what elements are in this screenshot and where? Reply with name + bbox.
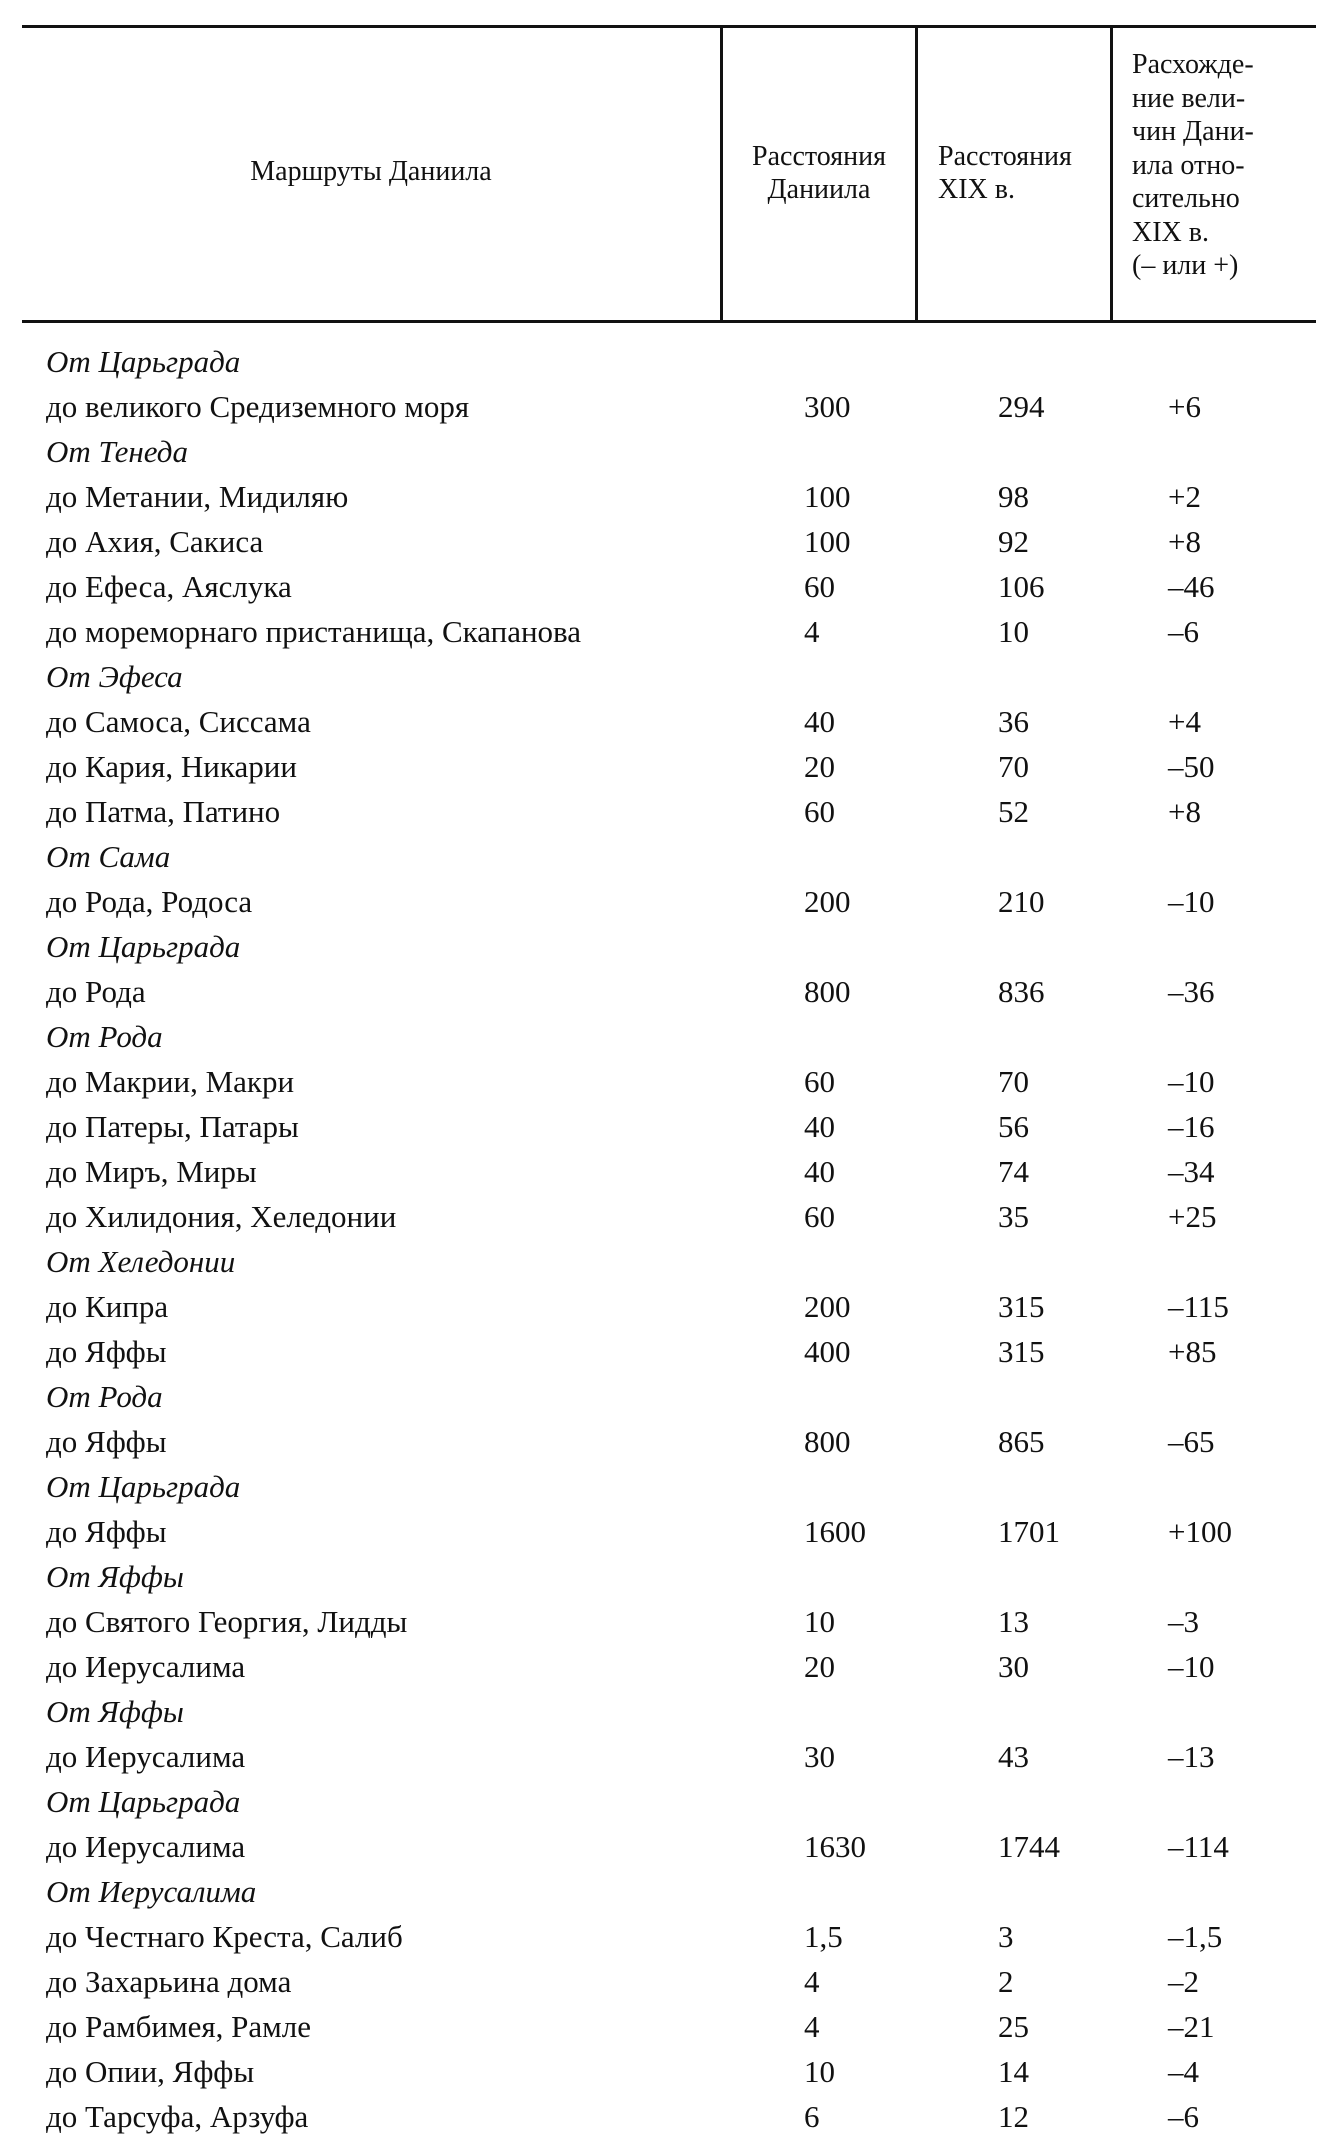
route-cell: до Метании, Мидиляю <box>46 479 349 514</box>
xix-distance-cell: 52 <box>998 794 1029 829</box>
table-row <box>0 1149 1341 1194</box>
daniel-distance-cell: 1630 <box>804 1829 866 1864</box>
route-cell: до Кария, Никарии <box>46 749 297 784</box>
difference-cell: +25 <box>1168 1199 1217 1234</box>
group-heading-row <box>0 654 1341 699</box>
daniel-distance-cell: 60 <box>804 569 835 604</box>
table-row <box>0 1509 1341 1554</box>
difference-cell: –10 <box>1168 1064 1215 1099</box>
table-row <box>0 699 1341 744</box>
route-cell: до Иерусалима <box>46 1649 246 1684</box>
daniel-distance-cell: 200 <box>804 1289 851 1324</box>
table-row <box>0 2049 1341 2094</box>
group-heading-row <box>0 339 1341 384</box>
table-row <box>0 564 1341 609</box>
xix-distance-cell: 25 <box>998 2009 1029 2044</box>
route-cell: до Святого Георгия, Лидды <box>46 1604 408 1639</box>
group-heading: От Хеледонии <box>46 1244 236 1279</box>
difference-cell: –3 <box>1168 1604 1199 1639</box>
xix-distance-cell: 12 <box>998 2099 1029 2134</box>
difference-cell: +85 <box>1168 1334 1217 1369</box>
xix-distance-cell: 315 <box>998 1289 1045 1324</box>
daniel-distance-cell: 1600 <box>804 1514 866 1549</box>
difference-cell: –65 <box>1168 1424 1215 1459</box>
table-row <box>0 969 1341 1014</box>
route-cell: до Яффы <box>46 1424 167 1459</box>
group-heading: От Рода <box>46 1379 163 1414</box>
daniel-distance-cell: 300 <box>804 389 851 424</box>
difference-cell: –21 <box>1168 2009 1215 2044</box>
table-row <box>0 2004 1341 2049</box>
group-heading: От Царьграда <box>46 929 241 964</box>
daniel-distance-cell: 20 <box>804 1649 835 1684</box>
xix-distance-cell: 865 <box>998 1424 1045 1459</box>
route-cell: до Честнаго Креста, Салиб <box>46 1919 403 1954</box>
difference-cell: –46 <box>1168 569 1215 604</box>
group-heading: От Иерусалима <box>46 1874 257 1909</box>
table-row <box>0 384 1341 429</box>
xix-distance-cell: 210 <box>998 884 1045 919</box>
route-cell: до Тарсуфа, Арзуфа <box>46 2099 309 2134</box>
xix-distance-cell: 30 <box>998 1649 1029 1684</box>
daniel-distance-cell: 4 <box>804 614 820 649</box>
xix-distance-cell: 92 <box>998 524 1029 559</box>
route-cell: до Хилидония, Хеледонии <box>46 1199 397 1234</box>
daniel-distance-cell: 100 <box>804 524 851 559</box>
group-heading-row <box>0 1464 1341 1509</box>
header-diff-line: Расхожде- <box>1132 49 1254 80</box>
daniel-distance-cell: 10 <box>804 1604 835 1639</box>
daniel-distance-cell: 1,5 <box>804 1919 843 1954</box>
xix-distance-cell: 106 <box>998 569 1045 604</box>
table-row <box>0 519 1341 564</box>
difference-cell: +4 <box>1168 704 1201 739</box>
table-row <box>0 1194 1341 1239</box>
xix-distance-cell: 70 <box>998 749 1029 784</box>
header-diff-line: сительно <box>1132 183 1240 214</box>
difference-cell: +8 <box>1168 524 1201 559</box>
daniel-distance-cell: 40 <box>804 1154 835 1189</box>
table-row <box>0 1104 1341 1149</box>
route-cell: до мореморнаго пристанища, Скапанова <box>46 614 582 649</box>
group-heading-row <box>0 1779 1341 1824</box>
route-cell: до Яффы <box>46 1514 167 1549</box>
daniel-distance-cell: 10 <box>804 2054 835 2089</box>
daniel-distance-cell: 30 <box>804 1739 835 1774</box>
difference-cell: +8 <box>1168 794 1201 829</box>
daniel-distance-cell: 400 <box>804 1334 851 1369</box>
header-bottom-rule <box>22 320 1316 323</box>
table-row <box>0 1734 1341 1779</box>
xix-distance-cell: 1701 <box>998 1514 1060 1549</box>
group-heading: От Сама <box>46 839 171 874</box>
xix-distance-cell: 13 <box>998 1604 1029 1639</box>
xix-distance-cell: 36 <box>998 704 1029 739</box>
xix-distance-cell: 10 <box>998 614 1029 649</box>
group-heading: От Тенеда <box>46 434 188 469</box>
daniel-distance-cell: 40 <box>804 1109 835 1144</box>
xix-distance-cell: 74 <box>998 1154 1029 1189</box>
difference-cell: +2 <box>1168 479 1201 514</box>
daniel-distance-cell: 20 <box>804 749 835 784</box>
header-diff-line: чин Дани- <box>1132 116 1254 147</box>
route-cell: до Макрии, Макри <box>46 1064 295 1099</box>
difference-cell: –6 <box>1168 2099 1199 2134</box>
xix-distance-cell: 315 <box>998 1334 1045 1369</box>
daniel-distance-cell: 200 <box>804 884 851 919</box>
group-heading-row <box>0 429 1341 474</box>
xix-distance-cell: 294 <box>998 389 1045 424</box>
header-routes <box>22 155 720 188</box>
daniel-distance-cell: 800 <box>804 974 851 1009</box>
difference-cell: –10 <box>1168 1649 1215 1684</box>
group-heading-row <box>0 1239 1341 1284</box>
xix-distance-cell: 35 <box>998 1199 1029 1234</box>
xix-distance-cell: 1744 <box>998 1829 1060 1864</box>
xix-distance-cell: 56 <box>998 1109 1029 1144</box>
difference-cell: –36 <box>1168 974 1215 1009</box>
difference-cell: –34 <box>1168 1154 1215 1189</box>
route-cell: до Иерусалима <box>46 1739 246 1774</box>
daniel-distance-cell: 40 <box>804 704 835 739</box>
header-xix-distance <box>938 140 1110 206</box>
table-row <box>0 474 1341 519</box>
table-row <box>0 1959 1341 2004</box>
xix-distance-cell: 2 <box>998 1964 1014 1999</box>
group-heading-row <box>0 1554 1341 1599</box>
table-row <box>0 789 1341 834</box>
header-daniel-distance <box>723 140 915 206</box>
header-xix-line: XIX в. <box>938 174 1015 205</box>
group-heading: От Царьграда <box>46 1784 241 1819</box>
xix-distance-cell: 70 <box>998 1064 1029 1099</box>
table-body <box>0 339 1341 2139</box>
header-daniel-line: Даниила <box>767 174 871 205</box>
route-cell: до Ахия, Сакиса <box>46 524 264 559</box>
route-cell: до Миръ, Миры <box>46 1154 257 1189</box>
route-cell: до Захарьина дома <box>46 1964 292 1999</box>
header-routes-text: Маршруты Даниила <box>250 156 492 187</box>
route-cell: до Самоса, Сиссама <box>46 704 311 739</box>
difference-cell: –2 <box>1168 1964 1199 1999</box>
daniel-distance-cell: 60 <box>804 1064 835 1099</box>
difference-cell: –13 <box>1168 1739 1215 1774</box>
difference-cell: –115 <box>1168 1289 1229 1324</box>
group-heading: От Эфеса <box>46 659 183 694</box>
daniel-distance-cell: 4 <box>804 2009 820 2044</box>
group-heading-row <box>0 1374 1341 1419</box>
group-heading-row <box>0 834 1341 879</box>
header-diff-line: XIX в. <box>1132 216 1209 248</box>
table-row <box>0 744 1341 789</box>
difference-cell: +100 <box>1168 1514 1232 1549</box>
route-cell: до Рода, Родоса <box>46 884 253 919</box>
route-cell: до Патеры, Патары <box>46 1109 299 1144</box>
difference-cell: –4 <box>1168 2054 1199 2089</box>
xix-distance-cell: 98 <box>998 479 1029 514</box>
group-heading: От Царьграда <box>46 1469 241 1504</box>
route-cell: до Рамбимея, Рамле <box>46 2009 311 2044</box>
daniel-distance-cell: 4 <box>804 1964 820 1999</box>
table-row <box>0 1419 1341 1464</box>
table-row <box>0 2094 1341 2139</box>
table-row <box>0 609 1341 654</box>
table-row <box>0 1644 1341 1689</box>
group-heading-row <box>0 924 1341 969</box>
group-heading: От Рода <box>46 1019 163 1054</box>
table-row <box>0 1059 1341 1104</box>
group-heading: От Царьграда <box>46 344 241 379</box>
route-cell: до Опии, Яффы <box>46 2054 255 2089</box>
group-heading-row <box>0 1869 1341 1914</box>
header-diff-line: (– или +) <box>1132 250 1239 281</box>
header-column-divider-2 <box>915 27 918 322</box>
difference-cell: –10 <box>1168 884 1215 919</box>
difference-cell: –50 <box>1168 749 1215 784</box>
header-xix-line: Расстояния <box>938 141 1072 172</box>
difference-cell: –6 <box>1168 614 1199 649</box>
xix-distance-cell: 43 <box>998 1739 1029 1774</box>
route-cell: до Рода <box>46 974 146 1009</box>
table-row <box>0 1599 1341 1644</box>
route-cell: до великого Средиземного моря <box>46 389 470 424</box>
daniel-distance-cell: 6 <box>804 2099 820 2134</box>
difference-cell: –1,5 <box>1168 1919 1223 1954</box>
route-cell: до Кипра <box>46 1289 169 1324</box>
route-cell: до Иерусалима <box>46 1829 246 1864</box>
route-cell: до Патма, Патино <box>46 794 281 829</box>
route-cell: до Ефеса, Аяслука <box>46 569 292 604</box>
xix-distance-cell: 14 <box>998 2054 1029 2089</box>
table-row <box>0 1824 1341 1869</box>
group-heading: От Яффы <box>46 1694 184 1729</box>
daniel-distance-cell: 60 <box>804 1199 835 1234</box>
header-difference <box>1132 48 1316 283</box>
group-heading: От Яффы <box>46 1559 184 1594</box>
table-row <box>0 1284 1341 1329</box>
header-diff-line: ние вели- <box>1132 82 1246 114</box>
table-row <box>0 879 1341 924</box>
daniel-distance-cell: 100 <box>804 479 851 514</box>
group-heading-row <box>0 1014 1341 1059</box>
header-daniel-line: Расстояния <box>752 141 886 172</box>
daniel-distance-cell: 800 <box>804 1424 851 1459</box>
table-top-rule <box>22 25 1316 28</box>
header-diff-line: ила отно- <box>1132 149 1245 181</box>
table-row <box>0 1914 1341 1959</box>
table-row <box>0 1329 1341 1374</box>
header-column-divider-3 <box>1110 27 1113 322</box>
difference-cell: –16 <box>1168 1109 1215 1144</box>
difference-cell: –114 <box>1168 1829 1229 1864</box>
route-cell: до Яффы <box>46 1334 167 1369</box>
daniel-distance-cell: 60 <box>804 794 835 829</box>
difference-cell: +6 <box>1168 389 1201 424</box>
group-heading-row <box>0 1689 1341 1734</box>
xix-distance-cell: 3 <box>998 1919 1014 1954</box>
xix-distance-cell: 836 <box>998 974 1045 1009</box>
